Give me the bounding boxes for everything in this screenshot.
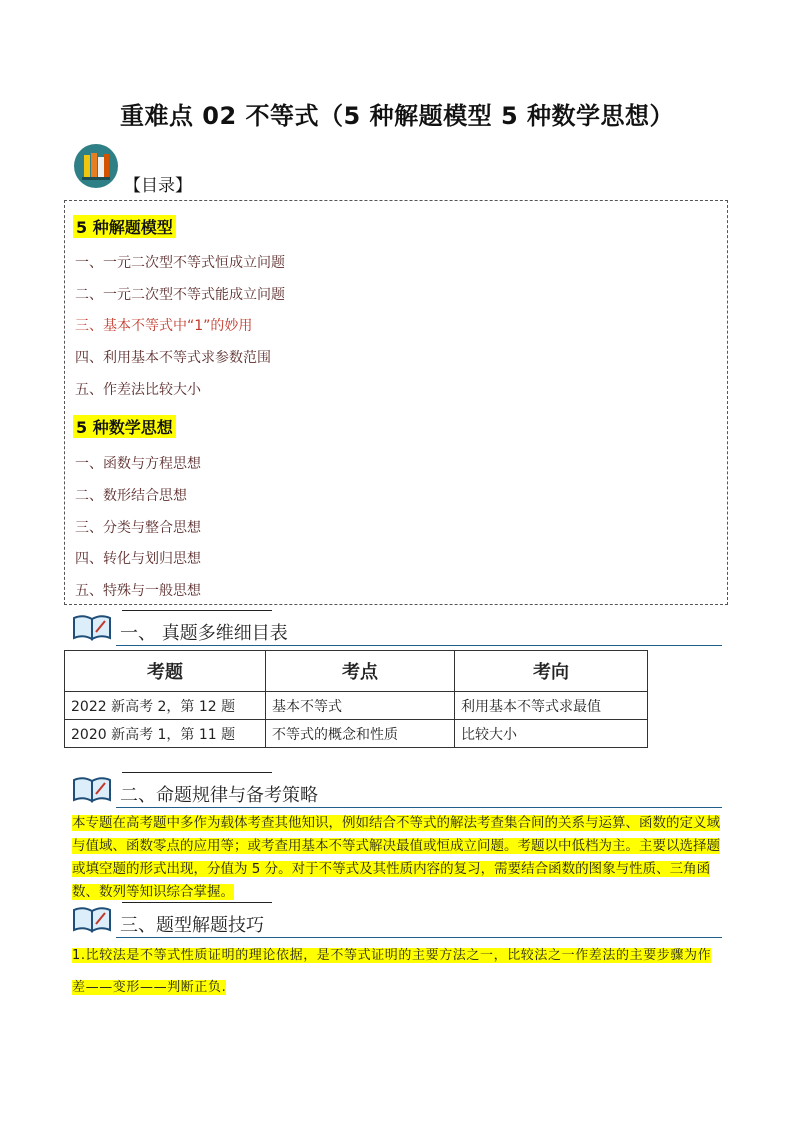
- section-title: 二、命题规律与备考策略: [120, 785, 318, 806]
- table-row: [65, 720, 648, 748]
- technique-paragraph: [72, 940, 722, 1004]
- exam-breakdown-table: [64, 650, 648, 748]
- table-cell: 不等式的概念和性质: [266, 720, 455, 748]
- toc-item[interactable]: 三、基本不等式中“1”的妙用: [75, 318, 253, 334]
- table-cell: 比较大小: [455, 720, 648, 748]
- table-header: 考向: [455, 651, 648, 692]
- toc-item[interactable]: 三、分类与整合思想: [75, 520, 201, 536]
- toc-item[interactable]: 二、一元二次型不等式能成立问题: [75, 287, 285, 303]
- section-header-exam-table: [72, 610, 722, 646]
- table-cell: 利用基本不等式求最值: [455, 692, 648, 720]
- table-row: [65, 692, 648, 720]
- toc-item[interactable]: 四、利用基本不等式求参数范围: [75, 350, 271, 366]
- toc-group-heading-models: 5 种解题模型: [73, 215, 176, 238]
- open-book-icon: [72, 774, 112, 804]
- table-cell: 2022 新高考 2，第 12 题: [65, 692, 266, 720]
- section-header-techniques: [72, 902, 722, 938]
- open-book-icon: [72, 904, 112, 934]
- page-title: 重难点 02 不等式（5 种解题模型 5 种数学思想）: [119, 102, 675, 130]
- toc-item[interactable]: 一、函数与方程思想: [75, 456, 201, 472]
- toc-item[interactable]: 二、数形结合思想: [75, 488, 187, 504]
- strategy-paragraph: [72, 812, 722, 904]
- section-title: 三、题型解题技巧: [120, 915, 264, 936]
- toc-label: 【目录】: [124, 176, 192, 196]
- section-header-strategy: [72, 772, 722, 808]
- toc-group-heading-thinking: 5 种数学思想: [73, 415, 176, 438]
- highlighted-text: 1.比较法是不等式性质证明的理论依据，是不等式证明的主要方法之一，比较法之一作差法的主要步骤为作差——变形——判断正负.: [72, 948, 712, 995]
- toc-item[interactable]: 一、一元二次型不等式恒成立问题: [75, 255, 285, 271]
- toc-item[interactable]: 五、特殊与一般思想: [75, 583, 201, 599]
- table-header: 考点: [266, 651, 455, 692]
- open-book-icon: [72, 612, 112, 642]
- toc-item[interactable]: 四、转化与划归思想: [75, 551, 201, 567]
- highlighted-text: 本专题在高考题中多作为载体考查其他知识，例如结合不等式的解法考查集合间的关系与运算、函数的定义域与值域、函数零点的应用等；或考查用基本不等式解决最值或恒成立问题。考题以中低档为主。主要以选择题或填空题的形式出现，分值为 5 分。对于不等式及其性质内容的复习，需要结合函数的图象与性质、三角函数、数列等知识综合掌握。: [72, 815, 720, 900]
- toc-item[interactable]: 五、作差法比较大小: [75, 382, 201, 398]
- table-cell: 2020 新高考 1，第 11 题: [65, 720, 266, 748]
- table-cell: 基本不等式: [266, 692, 455, 720]
- books-logo-icon: [73, 143, 119, 189]
- table-header: 考题: [65, 651, 266, 692]
- section-title: 一、 真题多维细目表: [120, 623, 288, 644]
- table-of-contents: [64, 200, 728, 605]
